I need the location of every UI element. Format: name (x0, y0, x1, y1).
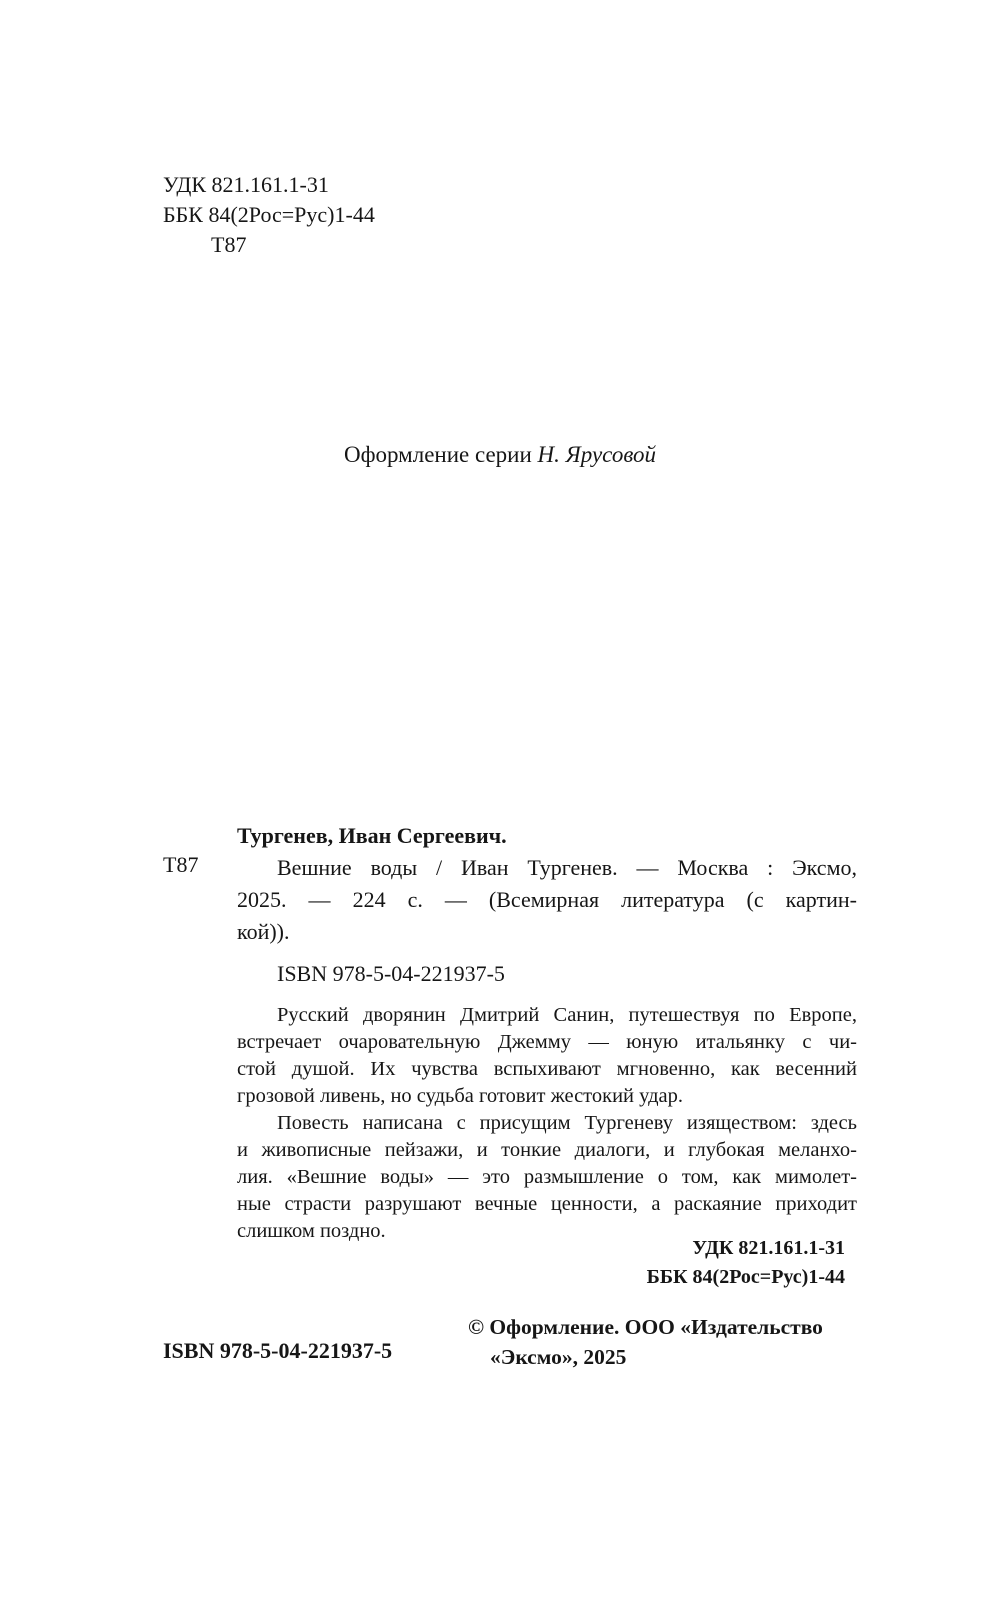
series-design-credit (0, 442, 1000, 468)
text-line: Вешние воды / Иван Тургенев. — Москва : Эксмо, (277, 855, 857, 880)
text-line: Русский дворянин Дмитрий Санин, путешествуя по Европе, (277, 1004, 857, 1026)
bbk-number: ББК 84(2Рос=Рус)1-44 (163, 202, 375, 227)
text-line: грозовой ливень, но судьба готовит жестокий удар. (237, 1085, 683, 1107)
series-designer-name: Н. Ярусовой (537, 442, 656, 467)
text-line: и живописные пейзажи, и тонкие диалоги, и глубокая меланхо- (237, 1139, 857, 1161)
card-annotation (237, 1002, 857, 1245)
card-description (237, 852, 857, 948)
bbk-number-right: ББК 84(2Рос=Рус)1-44 (646, 1266, 845, 1288)
card-author: Тургенев, Иван Сергеевич. (237, 823, 507, 848)
text-line: встречает очаровательную Джемму — юную итальянку с чи- (237, 1031, 857, 1053)
annotation-paragraph-1 (237, 1002, 857, 1110)
catalog-card (163, 820, 857, 1245)
footer-isbn: ISBN 978-5-04-221937-5 (163, 1338, 393, 1363)
card-isbn: ISBN 978-5-04-221937-5 (277, 961, 505, 986)
text-line: слишком поздно. (237, 1220, 386, 1242)
text-line: 2025. — 224 с. — (Всемирная литература (с картин- (237, 887, 857, 912)
author-sign-code: Т87 (211, 232, 247, 257)
annotation-paragraph-2 (237, 1110, 857, 1245)
footer-copyright (468, 1312, 823, 1372)
classification-block-top (163, 170, 375, 260)
text-line: стой душой. Их чувства вспыхивают мгновенно, как весенний (237, 1058, 857, 1080)
udk-number-right: УДК 821.161.1-31 (692, 1237, 845, 1259)
card-body (237, 820, 857, 1245)
copyright-line-2: «Эксмо», 2025 (490, 1345, 627, 1369)
card-margin-code: Т87 (163, 852, 199, 877)
udk-number: УДК 821.161.1-31 (163, 172, 329, 197)
text-line: лия. «Вешние воды» — это размышление о том, как мимолет- (237, 1166, 857, 1188)
text-line: кой)). (237, 919, 290, 944)
text-line: Повесть написана с присущим Тургеневу изяществом: здесь (277, 1112, 857, 1134)
classification-block-right (647, 1234, 845, 1292)
series-credit-prefix: Оформление серии (344, 442, 538, 467)
text-line: ные страсти разрушают вечные ценности, а раскаяние приходит (237, 1193, 857, 1215)
copyright-line-1: © Оформление. ООО «Издательство (468, 1315, 823, 1339)
